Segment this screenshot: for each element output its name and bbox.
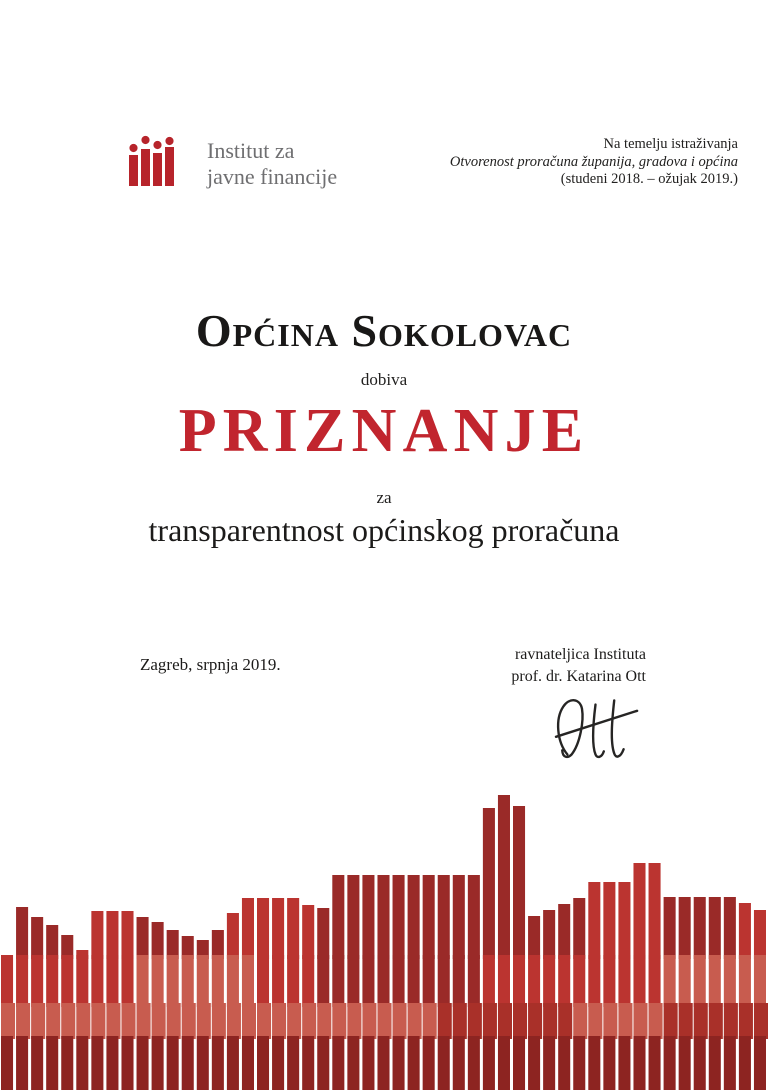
award-reason: transparentnost općinskog proračuna	[148, 512, 620, 548]
award-title: PRIZNANJE	[178, 397, 590, 465]
research-note-title: Otvorenost proračuna županija, gradova i općina	[449, 153, 738, 170]
research-note-period: (studeni 2018. – ožujak 2019.)	[560, 171, 738, 187]
signer-name: prof. dr. Katarina Ott	[511, 668, 646, 685]
signature-icon	[548, 690, 643, 768]
signer-block	[511, 644, 646, 688]
place-and-date: Zagreb, srpnja 2019.	[140, 655, 281, 674]
budget-bars-svg	[0, 790, 768, 1090]
institute-name	[207, 138, 337, 190]
research-note	[408, 136, 738, 189]
institute-name-line1: Institut za	[207, 138, 295, 163]
preposition-za: za	[376, 488, 392, 507]
recipient-name: Općina Sokolovac	[195, 305, 573, 356]
institute-logo-icon	[127, 128, 175, 190]
verb-dobiva: dobiva	[360, 370, 408, 389]
signer-role: ravnateljica Instituta	[514, 646, 646, 663]
institute-logo	[127, 128, 337, 190]
budget-bars-graphic	[0, 790, 768, 1090]
institute-name-line2: javne financije	[207, 164, 338, 189]
research-note-line1: Na temelju istraživanja	[603, 136, 738, 152]
